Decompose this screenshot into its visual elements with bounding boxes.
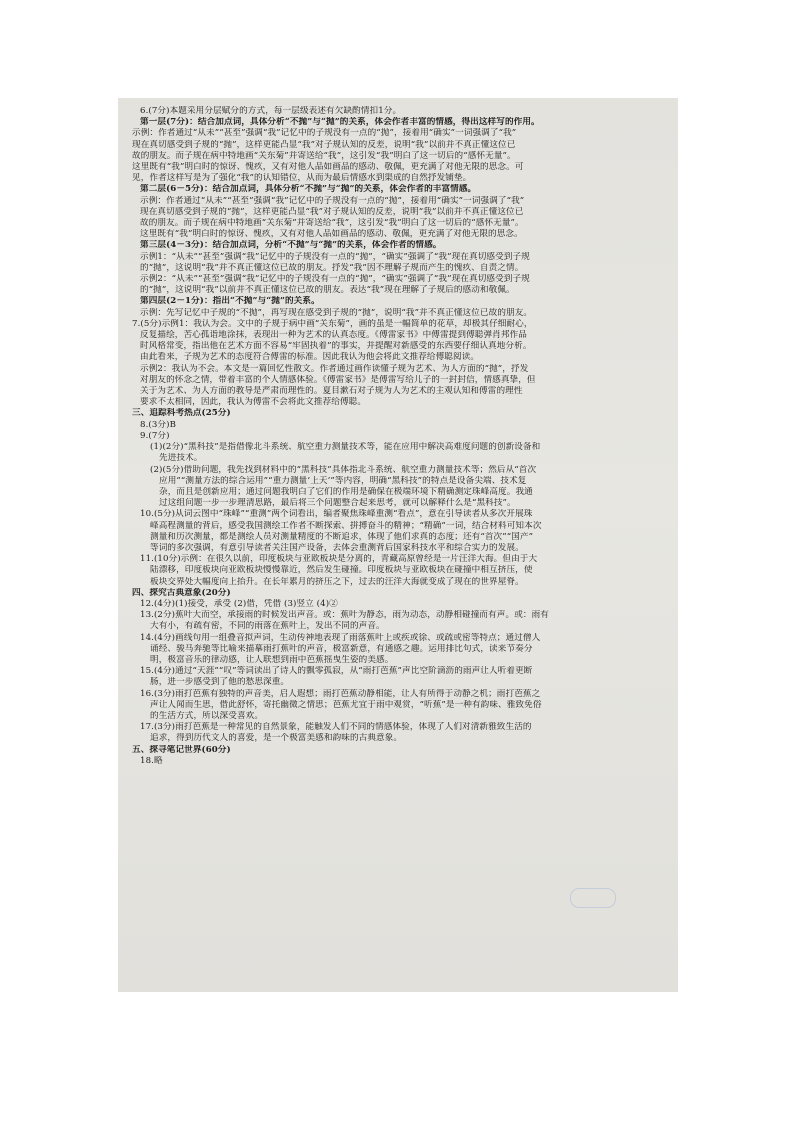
text-line: 这里既有“我”明白时的惊讶、愧疚，又有对他人品如画品的感动、敬佩，更充满了对他无限的思念。 xyxy=(140,229,523,240)
section-heading: 四、探究古典意象(20分) xyxy=(132,587,231,598)
text-line: 第四层(2－1分)：指出“不抛”与“抛”的关系。 xyxy=(140,296,320,307)
text-line: 由此看来，子规为艺术的态度符合傅雷的标准。因此我认为他会将此文推荐给傅聪阅读。 xyxy=(140,352,480,363)
text-line: 先进技术。 xyxy=(159,453,203,464)
text-line: 示例2：我认为不会。本文是一篇回忆性散文。作者通过画作读懂子规为艺术、为人方面的“抛”，抒发 xyxy=(140,363,529,374)
text-line: 过这组问题一步一步理清思路，最后将三个问题整合起来思考，就可以解释什么是“黑科技”。 xyxy=(159,498,516,509)
text-line: 应用”“测量方法的综合运用”“重力测量‘上天’”等内容，明确“黑科技”的特点是设备尖端、技术复 xyxy=(159,475,527,486)
answer-text-body xyxy=(132,106,664,767)
text-line: 示例：作者通过“从未”“甚至”强调“我”记忆中的子规没有一点的“抛”，接着用“确实”一词强调了“我” xyxy=(140,195,525,206)
text-line: 杂，而且是创新应用；通过问题我明白了它们的作用是确保在极端环境下精确测定珠峰高度。我通 xyxy=(159,486,533,497)
text-line: 6.(7分)本题采用分层赋分的方式，每一层级表述有欠缺酌情扣1分。 xyxy=(140,106,402,116)
watermark-stamp xyxy=(570,888,616,908)
text-line: 测量和历次测量，都是测绘人员对测量精度的不断追求，体现了他们求真的态度；还有“首次”“国产” xyxy=(150,531,534,542)
text-line: 17.(3分)雨打芭蕉是一种常见的自然景象，能触发人们不同的情感体验，体现了人们对清新雅致生活的 xyxy=(140,722,532,733)
text-line: 对朋友的怀念之情，带着丰富的个人情感体验。《傅雷家书》是傅雷写给儿子的一封封信，情感真挚，但 xyxy=(140,374,536,385)
text-line: 11.(10分)示例：在很久以前，印度板块与亚欧板块是分离的，青藏高原曾经是一片汪洋大海。但由于大 xyxy=(140,554,538,565)
text-line: 陆漂移，印度板块向亚欧板块慢慢靠近，然后发生碰撞。印度板块与亚欧板块在碰撞中相互挤压，使 xyxy=(150,565,533,576)
text-line: 示例：作者通过“从未”“甚至”强调“我”记忆中的子规没有一点的“抛”，接着用“确实”一词强调了“我” xyxy=(132,128,517,139)
text-line: 诵经、骏马奔驰等比喻来描摹雨打蕉叶的声音，极富新意，有通感之趣。运用排比句式，读来节奏分 xyxy=(150,643,533,654)
text-line: 关于为艺术、为人方面的教导是严肃而理性的。夏目漱石对子规为人为艺术的主观认知和傅雷的理性 xyxy=(140,386,523,397)
text-line: 示例2：“从未”“甚至”强调“我”记忆中的子规没有一点的“抛”，“确实”强调了“我”现在真切感受到子规 xyxy=(140,274,530,285)
text-line: 时风格常变，指出他在艺术方面不容易“牢固执着”的事实，并提醒对新感受的东西要仔细认真地分析。 xyxy=(140,341,532,352)
text-line: 18.略 xyxy=(140,755,163,766)
text-line: 14.(4分)画线句用一组叠音拟声词，生动传神地表现了雨落蕉叶上或疾或徐、或疏或密等特点；通过僧人 xyxy=(140,632,541,643)
text-line: 15.(4分)通过“天涯”“叹”等词读出了诗人的飘零孤寂，从“雨打芭蕉”声比空阶滴沥的雨声让人听着更断 xyxy=(140,666,533,677)
text-line: 示例1：“从未”“甚至”强调“我”记忆中的子规没有一点的“抛”，“确实”强调了“我”现在真切感受到子规 xyxy=(140,251,530,262)
text-line: 峰高程测量的背后，感受我国测绘工作者不断探索、拼搏奋斗的精神；“精确”一词，结合材料可知本次 xyxy=(150,520,542,531)
text-line: 的“抛”，这说明“我”并不真正懂这位已故的朋友。抒发“我”因不理解子规而产生的愧疚、自责之情。 xyxy=(140,262,524,273)
text-line: 板块交界处大幅度向上抬升。在长年累月的挤压之下，过去的汪洋大海就变成了现在的世界屋脊。 xyxy=(150,576,524,587)
text-line: 16.(3分)雨打芭蕉有独特的声音美，启人遐想；雨打芭蕉动静相能，让人有所得于动静之机；雨打芭蕉之 xyxy=(140,688,541,699)
text-line: 第三层(4－3分)：结合加点词，分析“不抛”与“抛”的关系，体会作者的情感。 xyxy=(140,240,442,251)
text-line: 等词的多次强调，有意引导读者关注国产设备，去体会重测背后国家科技水平和综合实力的发展。 xyxy=(150,542,524,553)
text-line: 反复描绘，苦心孤诣地涂抹，表现出一种为艺术的认真态度。《傅雷家书》中傅雷提到傅聪弹肖邦作品 xyxy=(140,330,527,341)
text-line: 肠，进一步感受到了他的愁思深重。 xyxy=(150,677,290,688)
text-line: (2)(5分)借助问题，我先找到材料中的“黑科技”具体指北斗系统、航空重力测量技术等；然后从“首次 xyxy=(150,464,537,475)
text-line: 见，作者这样写是为了强化“我”的认知错位，从而为最后情感水到渠成的自然抒发铺垫。 xyxy=(132,173,472,184)
text-line: 10.(5分)从词云图中“珠峰”“重测”两个词看出，编者聚焦珠峰重测“看点”，意在引导读者从多次开展珠 xyxy=(140,509,533,520)
text-line: 故的朋友。而子规在病中特地画“关东菊”并寄送给“我”，这引发“我”明白了这一切后的“感怀无量”。 xyxy=(132,150,516,161)
text-line: 第二层(6－5分)：结合加点词，具体分析“不抛”与“抛”的关系，体会作者的丰富情感。 xyxy=(140,184,477,195)
text-line: 8.(3分)B xyxy=(140,419,176,430)
text-line: 要求不太相同，因此，我认为傅雷不会将此文推荐给傅聪。 xyxy=(140,397,367,408)
text-line: 的“抛”，这说明“我”以前并不真正懂这位已故的朋友。表达“我”现在理解了子规后的感动和敬佩。 xyxy=(140,285,515,296)
photographed-answer-page xyxy=(118,98,678,992)
text-line: 7.(5分)示例1：我认为会。文中的子规于病中画“关东菊”，画的虽是一幅简单的花草，却极其仔细耐心， xyxy=(132,318,533,329)
text-line: 这里既有“我”明白时的惊讶、愧疚，又有对他人品如画品的感动、敬佩，更充满了对他无限的思念。可 xyxy=(132,162,524,173)
text-line: 现在真切感受到子规的“抛”，这样更能凸显“我”对子规认知的反差，说明“我”以前并不真正懂这位已 xyxy=(140,206,524,217)
text-line: 第一层(7分)：结合加点词，具体分析“不抛”与“抛”的关系，体会作者丰富的情感，得出这样写的作用。 xyxy=(140,117,540,128)
text-line: (1)(2分)“黑科技”是指借像北斗系统、航空重力测量技术等，能在应用中解决高难度问题的创新设备和 xyxy=(150,442,541,453)
text-line: 追求，得到历代文人的喜爱，是一个极富美感和韵味的古典意象。 xyxy=(150,733,403,744)
section-heading: 五、探寻笔记世界(60分) xyxy=(132,744,231,755)
text-line: 示例：先写记忆中子规的“不抛”，再写现在感受到子规的“抛”，说明“我”并不真正懂这位已故的朋友。 xyxy=(140,307,533,318)
text-line: 9.(7分) xyxy=(140,430,170,441)
section-heading: 三、追踪科考热点(25分) xyxy=(132,408,231,419)
text-line: 现在真切感受到子规的“抛”，这样更能凸显“我”对子规认知的反差，说明“我”以前并不真正懂这位已 xyxy=(132,139,516,150)
text-line: 明，极富音乐的律动感，让人联想到雨中芭蕉摇曳生姿的美感。 xyxy=(150,654,394,665)
text-line: 的生活方式，所以深受喜欢。 xyxy=(150,710,264,721)
text-line: 声让人闻而生思，借此舒怀，寄托幽微之情思；芭蕉尤宜于雨中观赏，“听蕉”是一种有韵味、雅致免俗 xyxy=(150,699,542,710)
text-line: 大有小，有疏有密，不同的雨落在蕉叶上，发出不同的声音。 xyxy=(150,621,385,632)
text-line: 故的朋友。而子规在病中特地画“关东菊”并寄送给“我”，这引发“我”明白了这一切后的“感怀无量”。 xyxy=(140,218,524,229)
text-line: 13.(2分)蕉叶大而空，承接雨的时候发出声音。或：蕉叶为静态，雨为动态，动静相碰撞而有声。或：雨有 xyxy=(140,610,549,621)
text-line: 12.(4分)(1)接受，承受 (2)借，凭借 (3)竖立 (4)② xyxy=(140,598,338,609)
